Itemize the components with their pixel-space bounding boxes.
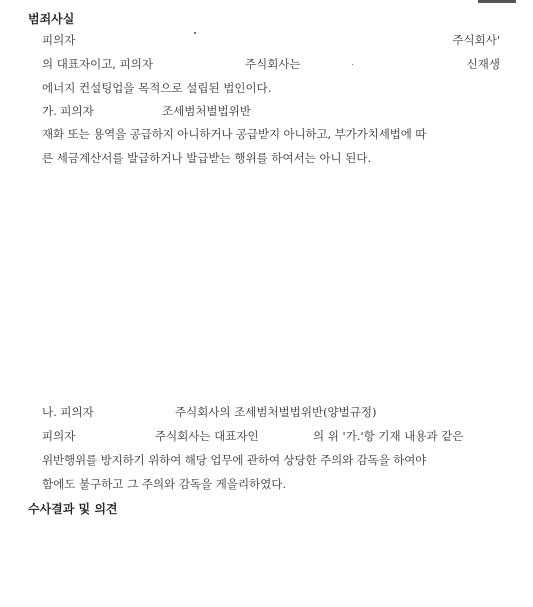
suspect-label: 피의자 <box>42 33 76 47</box>
scan-speck <box>352 64 353 65</box>
item-na-body-3: 함에도 불구하고 그 주의와 감독을 게을리하였다. <box>42 477 287 491</box>
scan-mark <box>478 0 516 3</box>
item-ga-body-1: 재화 또는 용역을 공급하지 아니하거나 공급받지 아니하고, 부가가치세법에 따 <box>42 127 427 141</box>
line3: 에너지 컨설팅업을 목적으로 설립된 법인이다. <box>42 81 272 95</box>
investigation-result-heading: 수사결과 및 의견 <box>28 502 118 516</box>
line2-end: 신재생 <box>466 57 500 71</box>
item-na-title: 주식회사의 조세범처벌법위반(양벌규정) <box>175 405 377 419</box>
item-ga-title: 조세범처벌법위반 <box>162 104 251 118</box>
company-suffix: 주식회사' <box>452 33 500 47</box>
line2-company: 주식회사는 <box>245 57 301 71</box>
crime-facts-heading: 범죄사실 <box>28 12 75 26</box>
item-na-label: 나. 피의자 <box>42 405 94 419</box>
item-ga-body-2: 른 세금계산서를 발급하거나 발급받는 행위를 하여서는 아니 된다. <box>42 151 372 165</box>
item-na-body-2: 위반행위를 방지하기 위하여 해당 업무에 관하여 상당한 주의와 감독을 하여야 <box>42 453 427 467</box>
item-na-body-1-start: 피의자 <box>42 429 76 443</box>
item-ga-label: 가. 피의자 <box>42 104 94 118</box>
item-na-body-1-end: 의 위 '가.'항 기재 내용과 같은 <box>313 429 464 443</box>
item-na-body-1-mid: 주식회사는 대표자인 <box>155 429 259 443</box>
scan-speck <box>194 32 196 34</box>
line2-start: 의 대표자이고, 피의자 <box>42 57 153 71</box>
